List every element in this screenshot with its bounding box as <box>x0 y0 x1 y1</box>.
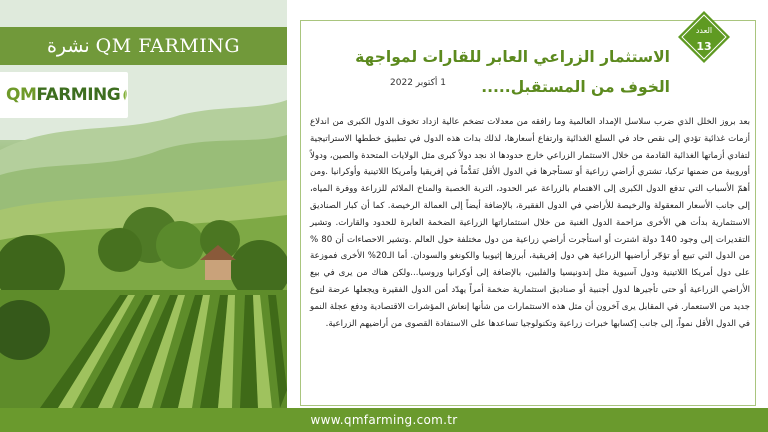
issue-number: 13 <box>696 40 712 53</box>
newsletter-header <box>0 27 287 65</box>
article-title: الاستثمار الزراعي العابر للقارات لمواجهة الخوف من المستقبل..... <box>355 48 670 96</box>
footer-bar <box>0 408 768 432</box>
logo-text: QMFARMING <box>6 85 121 105</box>
article-date: 1 أكتوبر 2022 <box>390 78 446 88</box>
website-link[interactable]: www.qmfarming.com.tr <box>310 413 458 427</box>
issue-badge <box>677 10 731 64</box>
diamond-icon <box>677 10 731 64</box>
qmfarming-logo <box>0 72 128 118</box>
issue-label: العدد <box>695 26 713 35</box>
leaf-icon <box>122 80 128 110</box>
article-body: بعد بروز الخلل الذي ضرب سلاسل الإمداد العالمية وما رافقه من معدلات تضخم عالية ازداد تخوف الدول الكبرى من اندلاع أزمات غذائية تؤدي إلى نقص حاد في السلع الغذائية وارتفاع أسعارها، لذلك بدات هذه الدول في تطبيق خططها الاستراتيجية لتفادي أزماتها الغذائية القادمة من خلال الاستثمار الزراعي خارج حدودها اذ نجد دولاً كبرى مثل الولايات المتحدة والصين، ودولاً أوروبية من ضمنها تركيا، تشتري أراضي زراعية أو تستأجرها في الدول الأقل تَقدُّماً في إفريقيا وأمريكا اللاتينية وأوكرانيا .ومن أهمّ الأسباب التي تدفع الدول الكبرى إلى الاهتمام بالزراعة عبر الحدود، التربة الخصبة والمناخ الملائم للزراعة ووفرة المياه، إلى جانب الأسعار المعقولة والرخيصة للأراضي في الدول الفقيرة، بالإضافة أيضاً إلى العمالة الرخيصة. كما أن كبار الصناديق الاستثمارية بدأت هي الأخرى مزاحمة الدول الغنية من خلال استثماراتها الزراعية الضخمة العابرة للحدود والقارات. وتشير التقديرات إلى وجود 140 دولة اشترت أو استأجرت أراضي زراعية من دول مختلفة حول العالم .وتشير الاحصاءات أن 80 % من الدول التي تبيع أو تؤجّر أراضيها الزراعية هي دول إفريقية، أبرزها إثيوبيا والكونغو والسودان. أما الـ20% الأخرى فموزعة على دول أمريكا اللاتينية ودول آسيوية مثل إندونيسيا والفلبين، بالإضافة إلى أوكرانيا وروسيا...ولكن هناك من يرى في بيع الأراضي الزراعية أو حتى تأجيرها لدول أجنبية أو صناديق استثمارية ضخمة أمراً يهدّد أمن الدول الفقيرة ويجعلها عرضة لنوع جديد من الاستعمار. في المقابل يرى آخرون أن مثل هذه الاستثمارات من شأنها إنعاش المؤشرات الاقتصادية ودفع عجلة النمو في الدول الأقل نمواً، إلى جانب إكسابها خبرات زراعية وتكنولوجيا تساعدها على الاستفادة القصوى من أراضيهم الزراعية. <box>310 117 750 329</box>
newsletter-title: نشرة QM FARMING <box>46 35 241 57</box>
